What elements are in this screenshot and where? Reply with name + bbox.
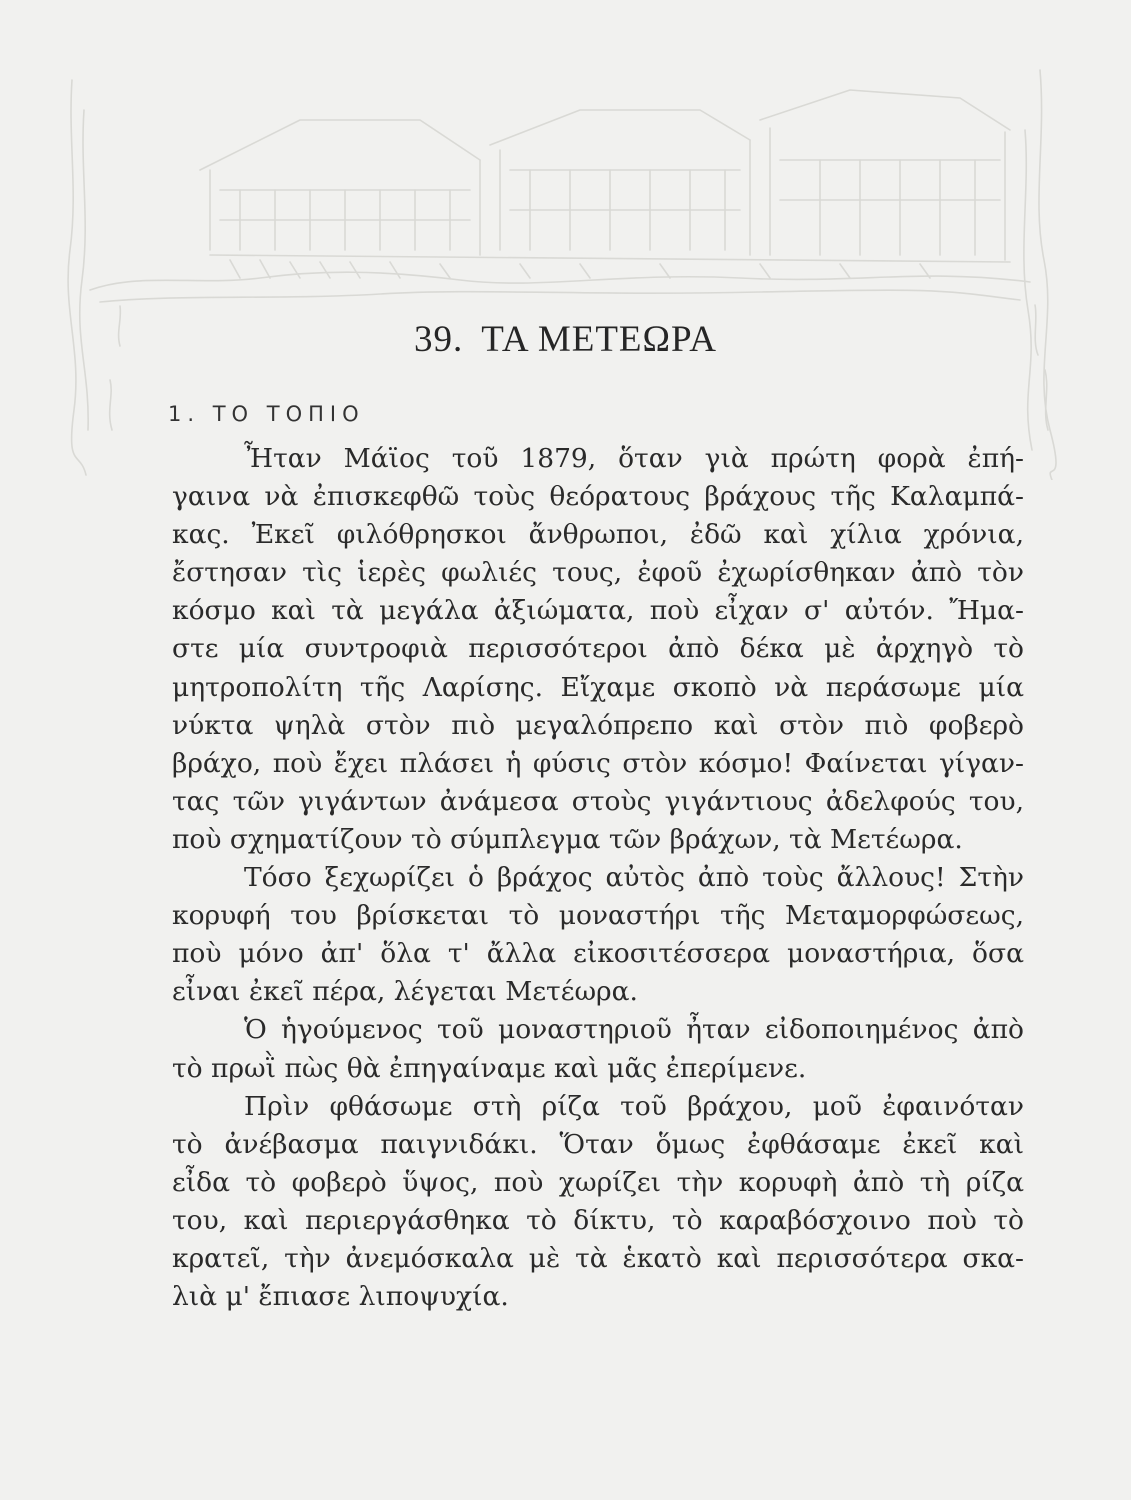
text-line: εἶδα τὸ φοβερὸ ὕψος, ποὺ χωρίζει τὴν κορυφὴ ἀπὸ τὴ ρίζα <box>172 1166 1024 1198</box>
paragraph <box>172 440 1024 859</box>
section-heading: 1. ΤΟ ΤΟΠΙΟ <box>168 402 365 426</box>
text-line: νύκτα ψηλὰ στὸν πιὸ μεγαλόπρεπο καὶ στὸν πιὸ φοβερὸ <box>172 709 1024 741</box>
text-line: κορυφή του βρίσκεται τὸ μοναστήρι τῆς Μεταμορφώσεως, <box>172 900 1024 932</box>
chapter-title-text: ΤΑ ΜΕΤΕΩΡΑ <box>481 319 717 360</box>
text-line: κας. Ἐκεῖ φιλόθρησκοι ἄνθρωποι, ἐδῶ καὶ χίλια χρόνια, <box>172 519 1024 551</box>
chapter-title <box>0 318 1131 361</box>
text-line: λιὰ μ' ἔπιασε λιποψυχία. <box>172 1281 509 1313</box>
text-line: τὸ ἀνέβασμα παιγνιδάκι. Ὅταν ὅμως ἐφθάσαμε ἐκεῖ καὶ <box>172 1128 1024 1160</box>
paragraph <box>172 1011 1024 1087</box>
text-line: τὸ πρωῒ πὼς θὰ ἐπηγαίναμε καὶ μᾶς ἐπερίμενε. <box>172 1052 807 1084</box>
text-line: Ἦταν Μάϊος τοῦ 1879, ὅταν γιὰ πρώτη φορὰ ἐπή- <box>244 443 1024 474</box>
body-text <box>172 440 1024 1316</box>
text-line: μητροπολίτη τῆς Λαρίσης. Εἴχαμε σκοπὸ νὰ περάσωμε μία <box>172 671 1024 703</box>
text-line: ποὺ σχηματίζουν τὸ σύμπλεγμα τῶν βράχων, τὰ Μετέωρα. <box>172 823 963 855</box>
text-line: Πρὶν φθάσωμε στὴ ρίζα τοῦ βράχου, μοῦ ἐφαινόταν <box>244 1090 1024 1122</box>
text-line: γαινα νὰ ἐπισκεφθῶ τοὺς θεόρατους βράχους τῆς Καλαμπά- <box>172 481 1024 513</box>
text-line: Τόσο ξεχωρίζει ὁ βράχος αὐτὸς ἀπὸ τοὺς ἄλλους! Στὴν <box>244 862 1024 894</box>
text-line: τας τῶν γιγάντων ἀνάμεσα στοὺς γιγάντιους ἀδελφούς του, <box>172 785 1024 817</box>
text-line: βράχο, ποὺ ἔχει πλάσει ἡ φύσις στὸν κόσμο! Φαίνεται γίγαν- <box>172 747 1024 779</box>
text-line: Ὁ ἡγούμενος τοῦ μοναστηριοῦ ἦταν εἰδοποιημένος ἀπὸ <box>244 1014 1024 1046</box>
text-line: ἔστησαν τὶς ἱερὲς φωλιές τους, ἐφοῦ ἐχωρίσθηκαν ἀπὸ τὸν <box>172 557 1024 589</box>
paragraph <box>172 1088 1024 1317</box>
text-line: στε μία συντροφιὰ περισσότεροι ἀπὸ δέκα μὲ ἀρχηγὸ τὸ <box>172 633 1024 665</box>
text-line: εἶναι ἐκεῖ πέρα, λέγεται Μετέωρα. <box>172 976 638 1008</box>
text-line: κόσμο καὶ τὰ μεγάλα ἀξιώματα, ποὺ εἶχαν σ' αὐτόν. Ἤμα- <box>172 595 1024 627</box>
chapter-number: 39. <box>414 319 464 360</box>
text-line: ποὺ μόνο ἀπ' ὅλα τ' ἄλλα εἰκοσιτέσσερα μοναστήρια, ὅσα <box>172 938 1024 970</box>
text-line: κρατεῖ, τὴν ἀνεμόσκαλα μὲ τὰ ἑκατὸ καὶ περισσότερα σκα- <box>172 1242 1024 1274</box>
text-line: του, καὶ περιεργάσθηκα τὸ δίκτυ, τὸ καραβόσχοινο ποὺ τὸ <box>172 1204 1024 1236</box>
paragraph <box>172 859 1024 1011</box>
